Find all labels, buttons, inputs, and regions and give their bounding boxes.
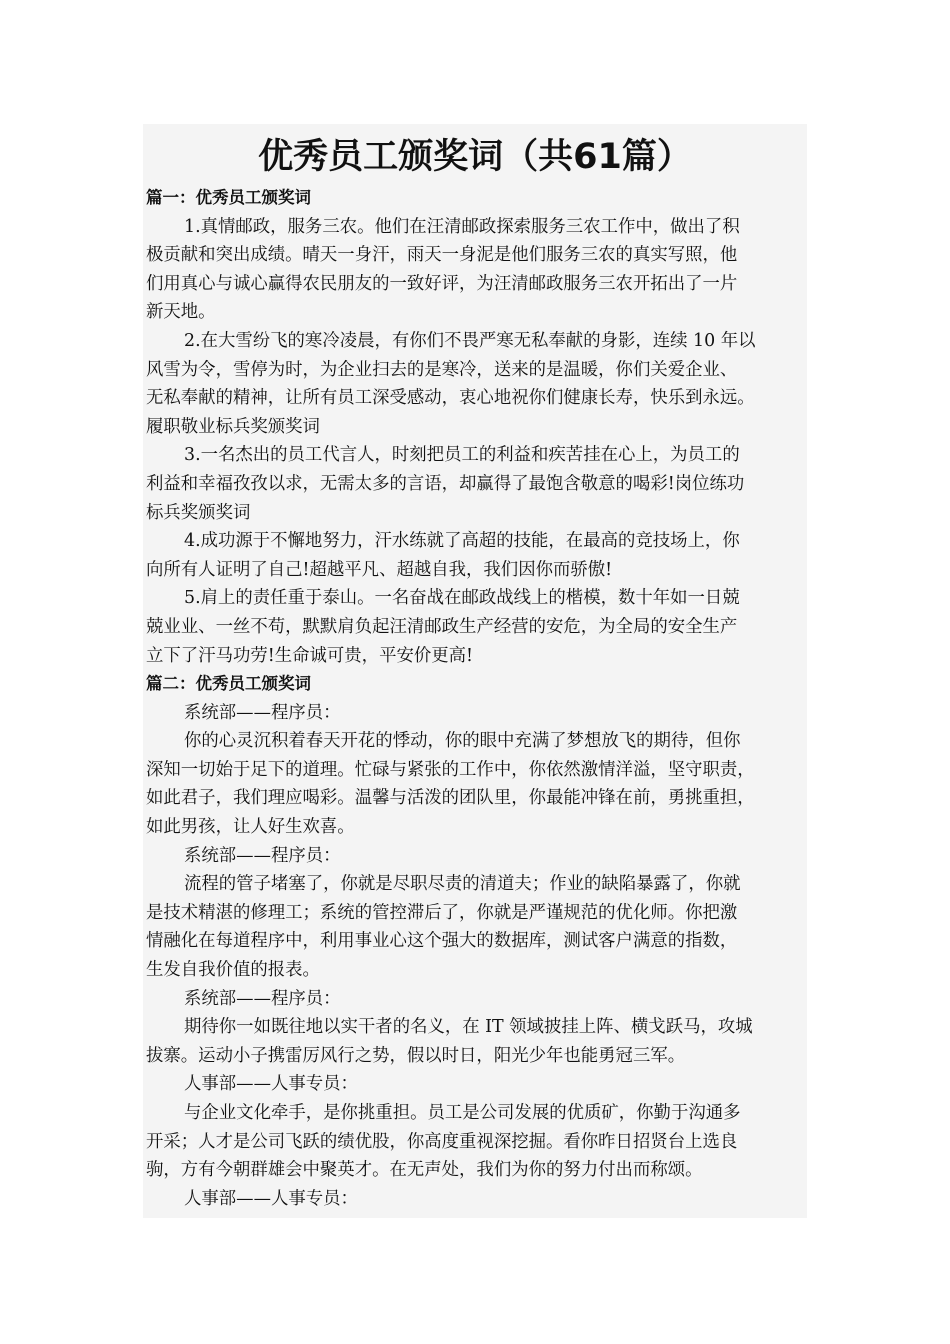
text-line: 驹，方有今朝群雄会中聚英才。在无声处，我们为你的努力付出而称颂。 [146, 1160, 703, 1181]
text-line: 无私奉献的精神，让所有员工深受感动，衷心地祝你们健康长寿，快乐到永远。 [146, 388, 755, 409]
text-line: 是技术精湛的修理工；系统的管控滞后了，你就是严谨规范的优化师。你把激 [146, 902, 738, 923]
text-line: 5.肩上的责任重于泰山。一名奋战在邮政战线上的楷模，数十年如一日兢 [184, 588, 740, 609]
text-line: 系统部——程序员： [184, 702, 341, 723]
text-line: 人事部——人事专员： [184, 1074, 358, 1095]
text-line: 情融化在每道程序中，利用事业心这个强大的数据库，测试客户满意的指数， [146, 931, 738, 952]
text-line: 期待你一如既往地以实干者的名义，在 IT 领域披挂上阵、横戈跃马，攻城 [184, 1017, 753, 1038]
document-body [146, 184, 810, 1213]
text-line: 兢业业、一丝不苟，默默肩负起汪清邮政生产经营的安危，为全局的安全生产 [146, 616, 738, 637]
document-title: 优秀员工颁奖词（共61篇） [258, 137, 692, 177]
text-line: 系统部——程序员： [184, 988, 341, 1009]
text-line: 开采；人才是公司飞跃的绩优股，你高度重视深挖掘。看你昨日招贤台上选良 [146, 1131, 738, 1152]
text-line: 拔寨。运动小子携雷厉风行之势，假以时日，阳光少年也能勇冠三军。 [146, 1045, 686, 1066]
text-line: 履职敬业标兵奖颁奖词 [146, 416, 320, 437]
text-line: 2.在大雪纷飞的寒冷凌晨，有你们不畏严寒无私奉献的身影，连续 10 年以 [184, 330, 756, 351]
text-line: 向所有人证明了自己!超越平凡、超越自我，我们因你而骄傲! [146, 559, 613, 580]
text-line: 流程的管子堵塞了，你就是尽职尽责的清道夫；作业的缺陷暴露了，你就 [184, 874, 741, 895]
text-line: 人事部——人事专员： [184, 1188, 358, 1209]
text-line: 与企业文化牵手，是你挑重担。员工是公司发展的优质矿，你勤于沟通多 [184, 1103, 741, 1123]
text-line: 深知一切始于足下的道理。忙碌与紧张的工作中，你依然激情洋溢，坚守职责， [146, 759, 755, 780]
text-line: 新天地。 [146, 302, 216, 323]
text-line: 利益和幸福孜孜以求，无需太多的言语，却赢得了最饱含敬意的喝彩!岗位练功 [146, 473, 745, 494]
text-line: 4.成功源于不懈地努力，汗水练就了高超的技能，在最高的竞技场上，你 [184, 531, 740, 552]
text-line: 生发自我价值的报表。 [146, 960, 320, 981]
text-line: 标兵奖颁奖词 [146, 502, 251, 523]
section-heading: 篇二：优秀员工颁奖词 [146, 674, 311, 694]
text-line: 风雪为令，雪停为时，为企业扫去的是寒冷，送来的是温暖，你们关爱企业、 [146, 359, 738, 380]
text-line: 如此男孩，让人好生欢喜。 [146, 817, 355, 838]
text-line: 1.真情邮政，服务三农。他们在汪清邮政探索服务三农工作中，做出了积 [184, 216, 740, 237]
text-line: 系统部——程序员： [184, 845, 341, 866]
text-line: 你的心灵沉积着春天开花的悸动，你的眼中充满了梦想放飞的期待，但你 [184, 731, 741, 752]
text-line: 如此君子，我们理应喝彩。温馨与活泼的团队里，你最能冲锋在前，勇挑重担， [146, 788, 755, 809]
text-line: 3.一名杰出的员工代言人，时刻把员工的利益和疾苦挂在心上，为员工的 [184, 445, 740, 466]
text-line: 立下了汗马功劳!生命诚可贵，平安价更高! [146, 645, 474, 666]
text-line: 们用真心与诚心赢得农民朋友的一致好评，为汪清邮政服务三农开拓出了一片 [146, 273, 738, 294]
section-heading: 篇一：优秀员工颁奖词 [146, 188, 311, 207]
text-line: 极贡献和突出成绩。晴天一身汗，雨天一身泥是他们服务三农的真实写照，他 [146, 245, 738, 266]
